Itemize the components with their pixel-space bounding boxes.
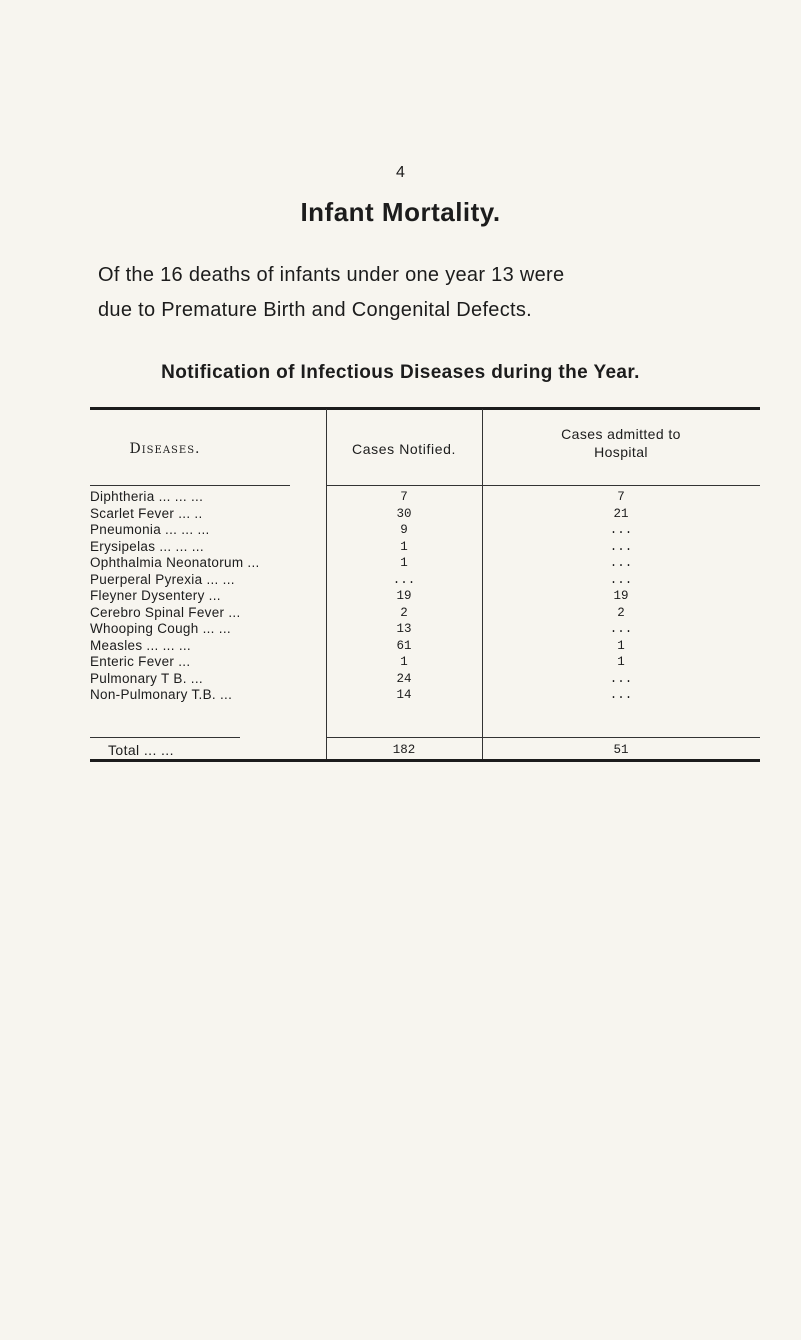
header-rule [482, 485, 760, 486]
table-row [90, 588, 760, 605]
total-label: Total ... ... [108, 742, 174, 758]
infant-mortality-paragraph [98, 258, 698, 328]
cases-admitted: 21 [613, 506, 629, 521]
table-row [90, 506, 760, 523]
cases-admitted: ... [609, 688, 633, 702]
disease-name: Whooping Cough ... ... [90, 621, 231, 636]
cases-notified: 24 [396, 671, 412, 686]
disease-name: Fleyner Dysentery ... [90, 588, 221, 603]
disease-name: Pneumonia ... ... ... [90, 522, 210, 537]
paragraph-line-1: Of the 16 deaths of infants under one year 13 were [98, 264, 565, 286]
header-cases-notified: Cases Notified. [352, 441, 456, 457]
cases-admitted: 2 [617, 605, 625, 620]
cases-admitted: ... [609, 556, 633, 570]
disease-name: Diphtheria ... ... ... [90, 489, 204, 504]
paragraph-line-2: due to Premature Birth and Congenital Defects. [98, 299, 533, 321]
header-cases-admitted-line-2: Hospital [594, 444, 648, 460]
table-row [90, 621, 760, 638]
table-heading: Notification of Infectious Diseases during the Year. [161, 362, 640, 383]
header-diseases: Diseases. [129, 441, 201, 457]
table-row [90, 671, 760, 688]
table-row [90, 539, 760, 556]
disease-name: Pulmonary T B. ... [90, 670, 203, 686]
cases-admitted: ... [609, 539, 633, 554]
header-cases-admitted-line-1: Cases admitted to [561, 426, 681, 442]
cases-notified: 19 [396, 589, 412, 603]
cases-admitted: ... [609, 572, 633, 587]
cases-admitted: 7 [617, 490, 625, 504]
cases-admitted: 1 [617, 655, 625, 669]
total-row [90, 742, 760, 758]
table-row [90, 687, 760, 704]
section-heading: Infant Mortality. [300, 197, 501, 227]
total-rule [482, 737, 760, 738]
header-rule [326, 485, 482, 486]
total-admitted: 51 [613, 743, 629, 757]
table-top-rule [90, 407, 760, 410]
cases-notified: 61 [396, 638, 412, 653]
cases-notified: 1 [400, 539, 408, 554]
table-body [90, 489, 760, 704]
table-row [90, 638, 760, 655]
header-rule [90, 485, 290, 486]
table-row [90, 555, 760, 572]
cases-notified: 7 [400, 490, 408, 504]
table-row [90, 654, 760, 671]
cases-admitted: ... [609, 671, 633, 686]
table-row [90, 489, 760, 506]
disease-name: Puerperal Pyrexia ... ... [90, 571, 235, 587]
total-notified: 182 [392, 743, 416, 757]
cases-notified: 2 [400, 605, 408, 620]
page-number: 4 [396, 164, 405, 181]
table-row [90, 572, 760, 589]
cases-notified: ... [392, 572, 416, 587]
cases-notified: 13 [396, 622, 412, 636]
disease-name: Measles ... ... ... [90, 637, 191, 653]
cases-notified: 1 [400, 655, 408, 669]
table-row [90, 605, 760, 622]
table-bottom-rule [90, 759, 760, 762]
cases-notified: 14 [396, 688, 412, 702]
cases-admitted: ... [609, 523, 633, 537]
disease-name: Non-Pulmonary T.B. ... [90, 687, 233, 702]
cases-admitted: 1 [617, 638, 625, 653]
header-cases-admitted [482, 425, 760, 461]
disease-name: Ophthalmia Neonatorum ... [90, 555, 260, 570]
total-rule [326, 737, 482, 738]
cases-admitted: ... [609, 622, 633, 636]
table-row [90, 522, 760, 539]
cases-admitted: 19 [613, 589, 629, 603]
cases-notified: 9 [400, 523, 408, 537]
disease-name: Cerebro Spinal Fever ... [90, 604, 241, 620]
disease-name: Enteric Fever ... [90, 654, 191, 669]
disease-name: Erysipelas ... ... ... [90, 538, 204, 554]
cases-notified: 30 [396, 506, 412, 521]
disease-name: Scarlet Fever ... .. [90, 505, 203, 521]
cases-notified: 1 [400, 556, 408, 570]
total-rule [90, 737, 240, 738]
